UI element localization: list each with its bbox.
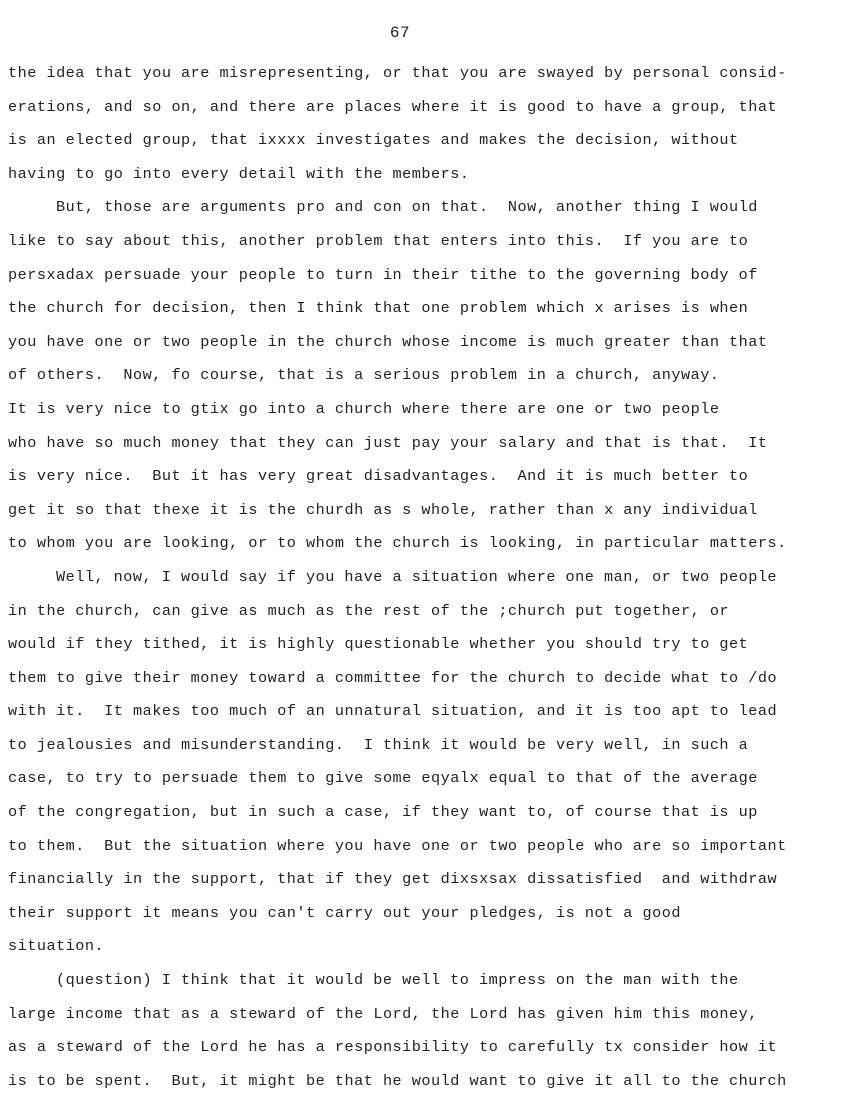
text-line: to them. But the situation where you have one or two people who are so important [8, 836, 787, 855]
text-line: get it so that thexe it is the churdh as s whole, rather than x any individual [8, 500, 758, 519]
text-line: persxadax persuade your people to turn in their tithe to the governing body of [8, 265, 758, 284]
text-line: is very nice. But it has very great disadvantages. And it is much better to [8, 467, 749, 486]
paragraph-start-line: But, those are arguments pro and con on that. Now, another thing I would [56, 198, 758, 217]
text-line: as a steward of the Lord he has a responsibility to carefully tx consider how it [8, 1038, 778, 1057]
text-line: financially in the support, that if they get dixsxsax dissatisfied and withdraw [8, 870, 778, 889]
text-line: their support it means you can't carry out your pledges, is not a good [8, 903, 681, 922]
text-line: of the congregation, but in such a case, if they want to, of course that is up [8, 803, 758, 822]
paragraph-start-line: Well, now, I would say if you have a situation where one man, or two people [56, 567, 778, 586]
text-line: It is very nice to gtix go into a church where there are one or two people [8, 399, 720, 418]
text-line: situation. [8, 937, 105, 956]
text-line: you have one or two people in the church whose income is much greater than that [8, 332, 768, 351]
paragraph-start-line: (question) I think that it would be well to impress on the man with the [56, 971, 739, 990]
text-line: would if they tithed, it is highly questionable whether you should try to get [8, 635, 749, 654]
text-line: is to be spent. But, it might be that he would want to give it all to the church [8, 1071, 787, 1090]
text-line: the church for decision, then I think that one problem which x arises is when [8, 299, 749, 318]
text-line: to jealousies and misunderstanding. I think it would be very well, in such a [8, 735, 749, 754]
text-line: to whom you are looking, or to whom the church is looking, in particular matters. [8, 534, 787, 553]
text-line: case, to try to persuade them to give some eqyalx equal to that of the average [8, 769, 758, 788]
text-line: with it. It makes too much of an unnatural situation, and it is too apt to lead [8, 702, 778, 721]
body-text [8, 57, 838, 1098]
text-line: who have so much money that they can just pay your salary and that is that. It [8, 433, 768, 452]
text-line: erations, and so on, and there are places where it is good to have a group, that [8, 97, 778, 116]
text-line: in the church, can give as much as the rest of the ;church put together, or [8, 601, 730, 620]
text-line: having to go into every detail with the members. [8, 164, 470, 183]
text-line: of others. Now, fo course, that is a serious problem in a church, anyway. [8, 366, 720, 385]
text-line: like to say about this, another problem that enters into this. If you are to [8, 231, 749, 250]
text-line: them to give their money toward a committee for the church to decide what to /do [8, 668, 778, 687]
text-line: large income that as a steward of the Lord, the Lord has given him this money, [8, 1004, 758, 1023]
text-line: the idea that you are misrepresenting, or that you are swayed by personal consid- [8, 64, 787, 82]
page-number: 67 [389, 24, 411, 42]
text-line: is an elected group, that ixxxx investigates and makes the decision, without [8, 131, 739, 150]
